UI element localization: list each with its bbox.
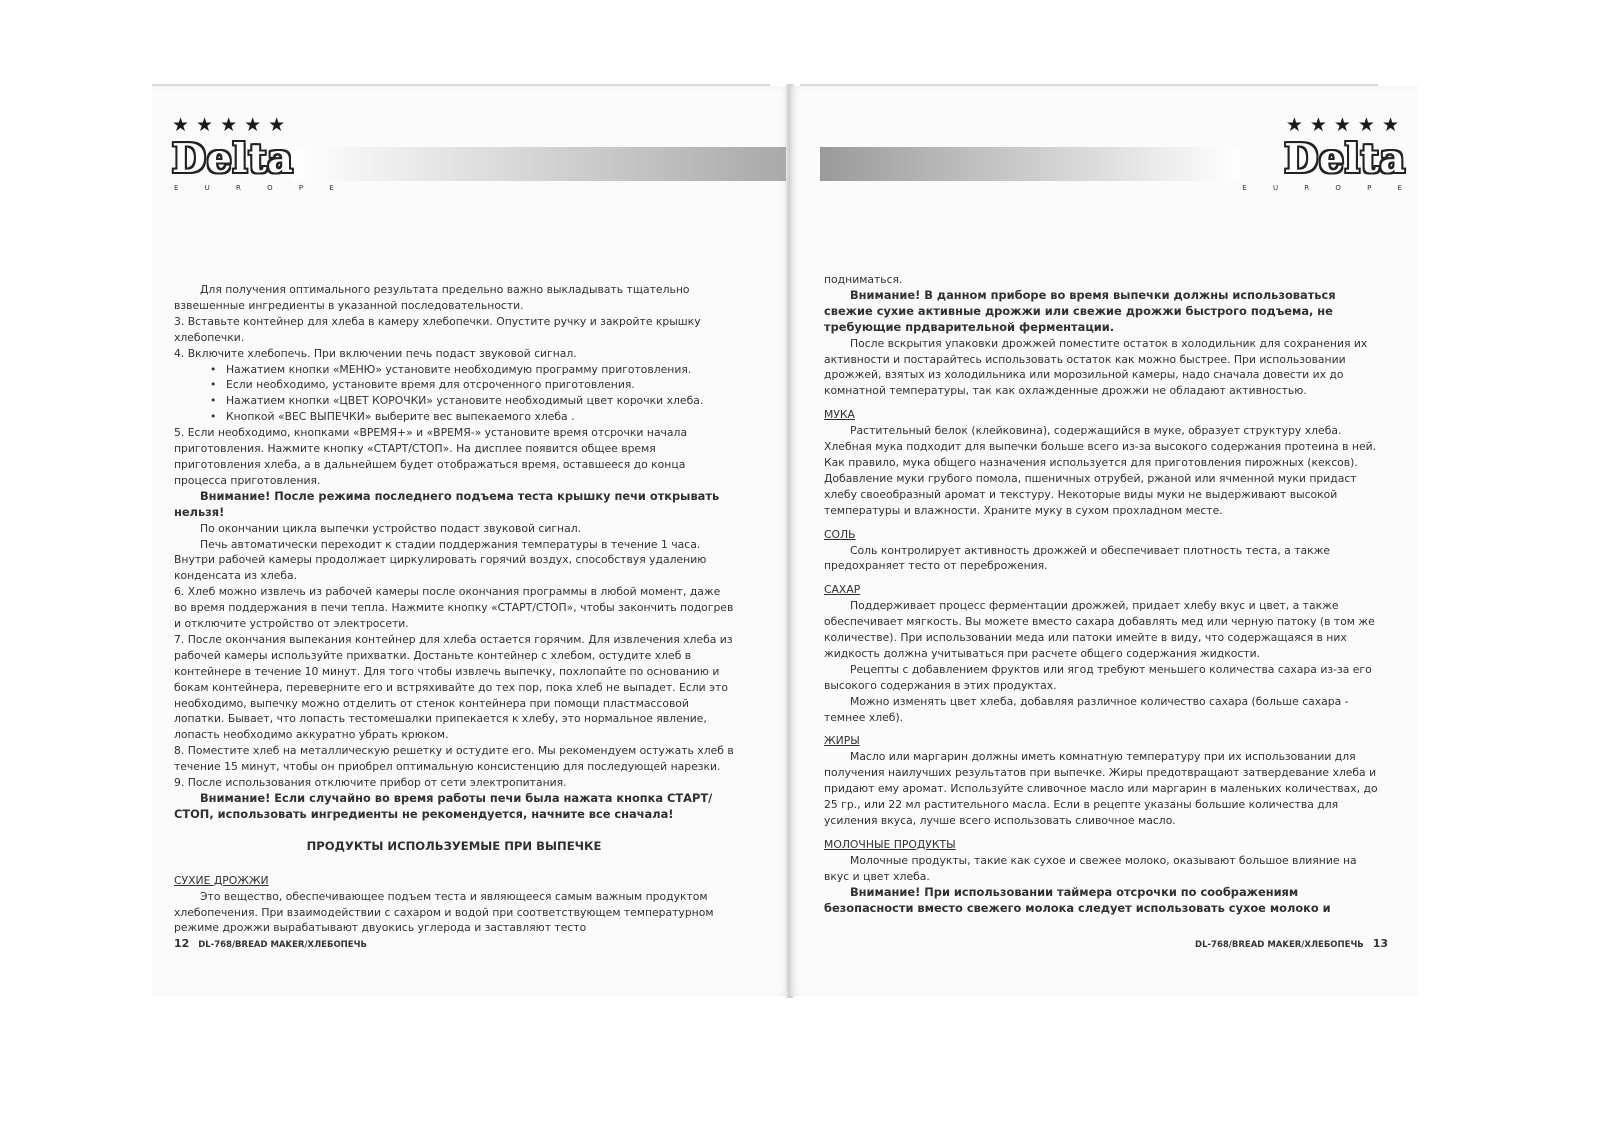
- model-label: DL-768/BREAD MAKER/ХЛЕБОПЕЧЬ: [1195, 940, 1364, 950]
- right-header: [790, 114, 1418, 210]
- body-paragraph: Рецепты с добавлением фруктов или ягод требуют меньшего количества сахара из-за его высокого содержания в этих продуктах.: [824, 662, 1372, 692]
- delta-logo: Delta: [172, 136, 294, 182]
- bullet-icon: •: [210, 394, 217, 408]
- body-paragraph: По окончании цикла выпечки устройство подаст звуковой сигнал.: [200, 521, 582, 535]
- left-page: [152, 86, 790, 996]
- body-paragraph: Можно изменять цвет хлеба, добавляя различное количество сахара (больше сахара - темнее хлеб).: [824, 694, 1349, 724]
- body-paragraph: Масло или маргарин должны иметь комнатную температуру при их использовании для получения наилучших результатов при выпечке. Жиры предотвращают затвердевание хлеба и придают ему аромат. Используйте сливочное масло или маргарин в маленьких количествах, до 25 гр., или 22 мл растительного масла. Если в рецепте указаны большие количества для усиления вкуса, лучше всего использовать сливочное масло.: [824, 750, 1378, 827]
- subsection-heading: САХАР: [824, 583, 861, 597]
- bullet-item: • Если необходимо, установите время для отсроченного приготовления.: [210, 378, 635, 392]
- subsection-heading: СУХИЕ ДРОЖЖИ: [174, 873, 269, 887]
- numbered-paragraph: 5. Если необходимо, кнопками «ВРЕМЯ+» и «ВРЕМЯ-» установите время отсрочки начала приготовления. Нажмите кнопку «СТАРТ/СТОП». На дисплее появится общее время приготовления хлеба, а в дальнейшем будет отображаться время, оставшееся до конца процесса приготовления.: [174, 426, 688, 487]
- numbered-paragraph: 8. Поместите хлеб на металлическую решетку и остудите его. Мы рекомендуем остужать хлеб в течение 15 минут, чтобы он приобрел оптимальную консистенцию для последующей нарезки.: [174, 744, 734, 774]
- rating-stars-icon: ★★★★★: [172, 114, 293, 136]
- subsection-heading: ЖИРЫ: [824, 734, 860, 748]
- bullet-icon: •: [210, 362, 217, 376]
- body-paragraph: Для получения оптимального результата предельно важно выкладывать тщательно взвешенные ингредиенты в указанной последовательности.: [174, 283, 690, 312]
- subsection-heading: МОЛОЧНЫЕ ПРОДУКТЫ: [824, 837, 956, 851]
- body-paragraph: Печь автоматически переходит к стадии поддержания температуры в течение 1 часа. Внутри рабочей камеры продолжает циркулировать горячий воздух, способствуя удалению конденсата из хлеба.: [174, 537, 707, 583]
- numbered-paragraph: 6. Хлеб можно извлечь из рабочей камеры после окончания программы в любой момент, даже во время поддержания в печи тепла. Нажмите кнопку «СТАРТ/СТОП», чтобы закончить подогрев и отключите устройство от электросети.: [174, 585, 734, 631]
- rating-stars-icon: ★★★★★: [1285, 114, 1406, 136]
- bullet-icon: •: [210, 410, 217, 424]
- section-heading: ПРОДУКТЫ ИСПОЛЬЗУЕМЫЕ ПРИ ВЫПЕЧКЕ: [306, 838, 602, 853]
- subsection-heading: СОЛЬ: [824, 527, 856, 541]
- bullet-item: • Нажатием кнопки «ЦВЕТ КОРОЧКИ» установите необходимый цвет корочки хлеба.: [210, 394, 704, 408]
- warning-paragraph: Внимание! В данном приборе во время выпечки должны использоваться свежие сухие активные дрожжи или свежие дрожжи быстрого подъема, не требующие прдварительной ферментации.: [824, 287, 1336, 334]
- logo-tagline: E U R O P E: [174, 184, 346, 192]
- logo-tagline: E U R O P E: [1242, 184, 1414, 192]
- right-page-text: [824, 272, 1380, 916]
- warning-paragraph: Внимание! При использовании таймера отсрочки по соображениям безопасности вместо свежего молока следует использовать сухое молоко и: [824, 884, 1331, 915]
- left-page-footer: [174, 937, 367, 950]
- right-page-footer: [1195, 937, 1388, 950]
- subsection-heading: МУКА: [824, 408, 855, 422]
- page-number: 13: [1372, 937, 1388, 950]
- body-paragraph: Это вещество, обеспечивающее подъем теста и являющееся самым важным продуктом хлебопечения. При взаимодействии с сахаром и водой при соответствующем температурном режиме дрожжи вырабатывают двуокись углерода и заставляют тесто: [174, 889, 714, 935]
- body-paragraph: Соль контролирует активность дрожжей и обеспечивает плотность теста, а также предохраняет тесто от перебрoжения.: [824, 543, 1331, 573]
- body-paragraph: Молочные продукты, такие как сухое и свежее молоко, оказывают большое влияние на вкус и цвет хлеба.: [824, 853, 1357, 883]
- header-gradient-band: [820, 147, 1240, 181]
- delta-logo: Delta: [1284, 136, 1406, 182]
- bullet-icon: •: [210, 378, 217, 392]
- warning-paragraph: Внимание! После режима последнего подъема теста крышку печи открывать нельзя!: [174, 488, 720, 519]
- right-page: [790, 86, 1418, 996]
- warning-paragraph: Внимание! Если случайно во время работы печи была нажата кнопка СТАРТ/СТОП, использовать ингредиенты не рекомендуется, начните все сначала!: [174, 791, 713, 821]
- numbered-paragraph: 7. После окончания выпекания контейнер для хлеба остается горячим. Для извлечения хлеба из рабочей камеры используйте прихватки. Достаньте контейнер с хлебом, остудите хлеб в контейнере в течение 10 минут. Для того чтобы извлечь выпечку, похлопайте по основанию и бокам контейнера, переверните его и встряхивайте до тех пор, пока хлеб не выпадет. Если это необходимо, выпечку можно отделить от стенок контейнера при помощи пластмассовой лопатки. Бывает, что лопасть тестомешалки припекается к хлебу, это нормальное явление, лопасть необходимо аккуратно убрать крюком.: [174, 632, 733, 742]
- body-paragraph: Поддерживает процесс ферментации дрожжей, придает хлебу вкус и цвет, а также обеспечивает мягкость. Вы можете вместо сахара добавлять мед или черную патоку (в том же количестве). При использовании меда или патоки имейте в виду, что содержащаяся в них жидкость должна учитываться при расчете общего содержания жидкости.: [824, 599, 1375, 660]
- left-page-text: [174, 282, 734, 936]
- model-label: DL-768/BREAD MAKER/ХЛЕБОПЕЧЬ: [198, 940, 367, 950]
- body-paragraph: После вскрытия упаковки дрожжей поместите остаток в холодильник для сохранения их активности и постарайтесь использовать остаток как можно быстрее. При использовании дрожжей, взятых из холодильника или морозильной камеры, надо сначала довести их до комнатной температуры, так как охлажденные дрожжи не обладают активностью.: [824, 336, 1368, 398]
- body-paragraph: Растительный белок (клейковина), содержащийся в муке, образует структуру хлеба. Хлебная мука подходит для выпечки больше всего из-за высокого содержания протеина в ней. Как правило, мука общего назначения используется для приготовления пирожных (кексов). Добавление муки грубого помола, пшеничных отрубей, ржаной или ячменной муки придаст хлебу своеобразный аромат и текстуру. Некоторые виды муки не выдерживают высокой температуры и влажности. Храните муку в сухом прохладном месте.: [824, 424, 1377, 517]
- numbered-paragraph: 9. После использования отключите прибор от сети электропитания.: [174, 776, 567, 790]
- numbered-paragraph: 4. Включите хлебопечь. При включении печь подаст звуковой сигнал.: [174, 346, 577, 360]
- page-number: 12: [174, 937, 190, 950]
- numbered-paragraph: 3. Вставьте контейнер для хлеба в камеру хлебопечки. Опустите ручку и закройте крышку хлебопечки.: [174, 314, 701, 344]
- bullet-item: • Кнопкой «ВЕС ВЫПЕЧКИ» выберите вес выпекаемого хлеба .: [210, 410, 575, 424]
- bullet-item: • Нажатием кнопки «МЕНЮ» установите необходимую программу приготовления.: [210, 362, 692, 376]
- numbered-paragraph: подниматься.: [824, 273, 903, 286]
- left-header: [172, 114, 772, 210]
- header-gradient-band: [292, 147, 872, 181]
